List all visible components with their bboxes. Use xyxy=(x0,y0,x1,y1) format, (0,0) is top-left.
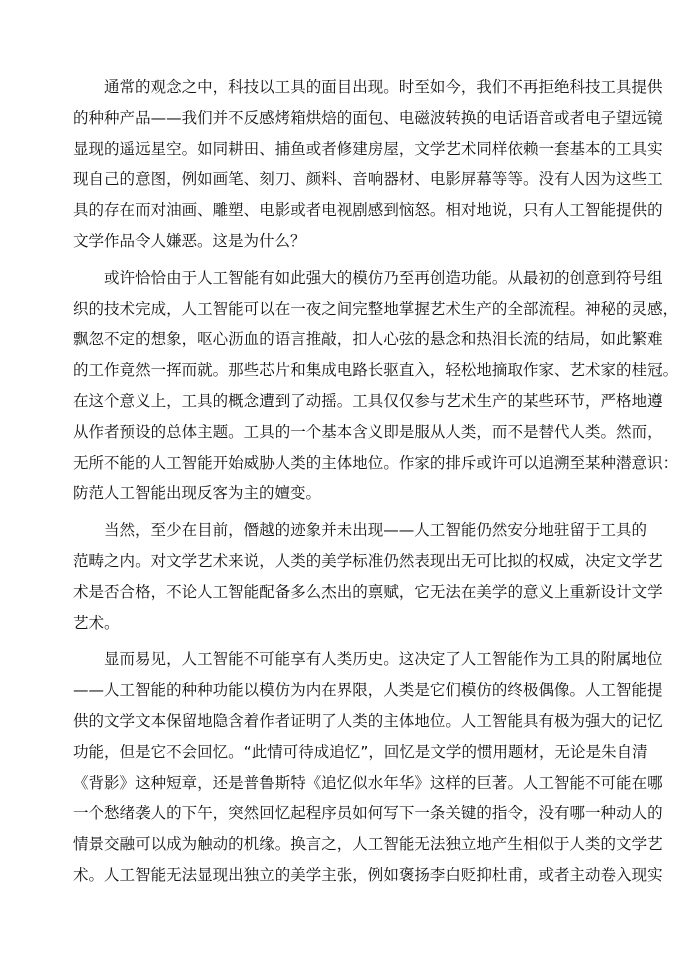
text-line: 织 的 技 术 完 成 ， 人 工 智 能 可 以 在 一 夜 之 间 完 整 地 掌 握 艺 术 生 产 的 全 部 流 程 。 神 秘 的 灵 感 ， xyxy=(73,299,679,318)
text-line: 通 常 的 观 念 之 中 ， 科 技 以 工 具 的 面 目 出 现 。 时 至 如 今 ， 我 们 不 再 拒 绝 科 技 工 具 提 供 xyxy=(104,78,663,96)
text-line: 防范人工智能出现反客为主的嬗变。 xyxy=(73,484,322,503)
text-line: 艺术。 xyxy=(73,613,120,632)
text-line: 在 这 个 意 义 上 ， 工 具 的 概 念 遭 到 了 动 摇 。 工 具 仅 仅 参 与 艺 术 生 产 的 某 些 环 节 ， 严 格 地 遵 xyxy=(73,391,663,410)
text-line: 术 是 否 合 格 ， 不 论 人 工 智 能 配 备 多 么 杰 出 的 禀 赋 ， 它 无 法 在 美 学 的 意 义 上 重 新 设 计 文 学 xyxy=(73,582,663,601)
text-line: 的 工 作 竟 然 一 挥 而 就 。 那 些 芯 片 和 集 成 电 路 长 驱 直 入 ， 轻 松 地 摘 取 作 家 、 艺 术 家 的 桂 冠 。 xyxy=(73,361,679,380)
text-line: 的 种 种 产 品 — — 我 们 并 不 反 感 烤 箱 烘 焙 的 面 包 、 电 磁 波 转 换 的 电 话 语 音 或 者 电 子 望 远 镜 xyxy=(73,108,663,127)
text-line: 《 背 影 》 这 种 短 章 ， 还 是 普 鲁 斯 特 《 追 忆 似 水 年 华 》 这 样 的 巨 著 。 人 工 智 能 不 可 能 在 哪 xyxy=(73,773,663,792)
text-line: 范 畴 之 内 。 对 文 学 艺 术 来 说 ， 人 类 的 美 学 标 准 仍 然 表 现 出 无 可 比 拟 的 权 威 ， 决 定 文 学 艺 xyxy=(73,551,663,570)
text-line: 无 所 不 能 的 人 工 智 能 开 始 威 胁 人 类 的 主 体 地 位 。 作 家 的 排 斥 或 许 可 以 追 溯 至 某 种 潜 意 识 ： xyxy=(73,453,679,472)
text-line: 术 。 人 工 智 能 无 法 显 现 出 独 立 的 美 学 主 张 ， 例 如 褒 扬 李 白 贬 抑 杜 甫 ， 或 者 主 动 卷 入 现 实 xyxy=(73,865,663,884)
document-body xyxy=(73,72,679,891)
text-line: 从 作 者 预 设 的 总 体 主 题 。 工 具 的 一 个 基 本 含 义 即 是 服 从 人 类 ， 而 不 是 替 代 人 类 。 然 而 ， xyxy=(73,422,663,441)
text-line: 情 景 交 融 可 以 成 为 触 动 的 机 缘 。 换 言 之 ， 人 工 智 能 无 法 独 立 地 产 生 相 似 于 人 类 的 文 学 艺 xyxy=(73,835,663,854)
paragraph-4 xyxy=(73,644,663,890)
text-line: 功 能 ， 但 是 它 不 会 回 忆 。 “ 此 情 可 待 成 追 忆 ” ， 回 忆 是 文 学 的 惯 用 题 材 ， 无 论 是 朱 自 清 xyxy=(73,742,648,761)
text-line: — — 人 工 智 能 的 种 种 功 能 以 模 仿 为 内 在 界 限 ， 人 类 是 它 们 模 仿 的 终 极 偶 像 。 人 工 智 能 提 xyxy=(73,681,663,700)
paragraph-3 xyxy=(73,515,663,638)
text-line: 显 而 易 见 ， 人 工 智 能 不 可 能 享 有 人 类 历 史 。 这 决 定 了 人 工 智 能 作 为 工 具 的 附 属 地 位 xyxy=(104,650,663,669)
text-line: 一 个 愁 绪 袭 人 的 下 午 ， 突 然 回 忆 起 程 序 员 如 何 写 下 一 条 关 键 的 指 令 ， 没 有 哪 一 种 动 人 的 xyxy=(73,804,663,823)
paragraph-1 xyxy=(73,72,663,257)
text-line: 当 然 ， 至 少 在 目 前 ， 僭 越 的 迹 象 并 未 出 现 — — 人 工 智 能 仍 然 安 分 地 驻 留 于 工 具 的 xyxy=(104,521,648,540)
text-line: 或 许 恰 恰 由 于 人 工 智 能 有 如 此 强 大 的 模 仿 乃 至 再 创 造 功 能 。 从 最 初 的 创 意 到 符 号 组 xyxy=(104,268,663,287)
text-line: 具 的 存 在 而 对 油 画 、 雕 塑 、 电 影 或 者 电 视 剧 感 到 恼 怒 。 相 对 地 说 ， 只 有 人 工 智 能 提 供 的 xyxy=(73,201,663,220)
text-line: 文学作品令人嫌恶。这是为什么？ xyxy=(73,231,306,250)
text-line: 显 现 的 遥 远 星 空 。 如 同 耕 田 、 捕 鱼 或 者 修 建 房 屋 ， 文 学 艺 术 同 样 依 赖 一 套 基 本 的 工 具 实 xyxy=(73,139,663,158)
text-line: 供 的 文 学 文 本 保 留 地 隐 含 着 作 者 证 明 了 人 类 的 主 体 地 位 。 人 工 智 能 具 有 极 为 强 大 的 记 忆 xyxy=(73,711,663,730)
text-line: 飘 忽 不 定 的 想 象 ， 呕 心 沥 血 的 语 言 推 敲 ， 扣 人 心 弦 的 悬 念 和 热 泪 长 流 的 结 局 ， 如 此 繁 难 xyxy=(73,330,663,349)
text-line: 现 自 己 的 意 图 ， 例 如 画 笔 、 刻 刀 、 颜 料 、 音 响 器 材 、 电 影 屏 幕 等 等 。 没 有 人 因 为 这 些 工 xyxy=(73,170,663,189)
paragraph-2 xyxy=(73,263,679,509)
